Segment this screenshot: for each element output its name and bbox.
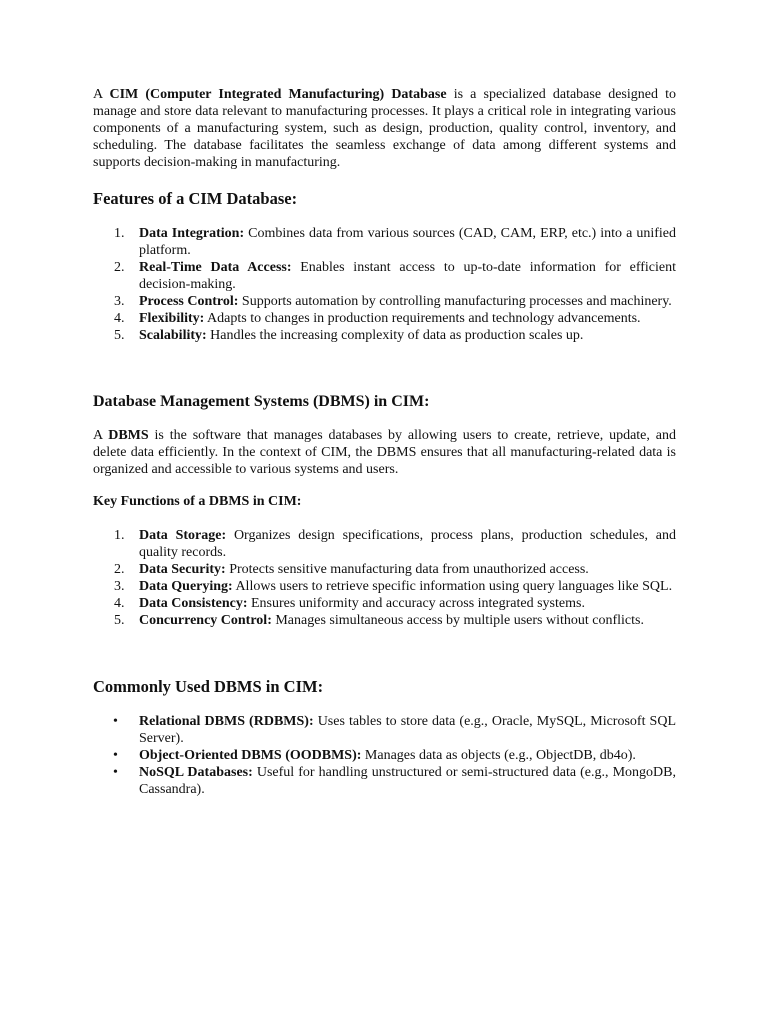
item-label: Scalability:	[139, 328, 207, 343]
intro-term: CIM (Computer Integrated Manufacturing) Database	[109, 87, 447, 102]
item-text: Manages simultaneous access by multiple users without conflicts.	[271, 613, 644, 628]
bullet-icon: •	[113, 765, 118, 780]
item-text: Organizes design specifications, process plans, production schedules, and quality records.	[139, 528, 676, 560]
list-item	[93, 293, 676, 310]
item-label: Data Querying:	[139, 579, 233, 594]
common-heading: Commonly Used DBMS in CIM:	[93, 677, 324, 696]
item-label: Process Control:	[139, 294, 239, 309]
item-label: Data Consistency:	[139, 596, 248, 611]
list-item	[93, 713, 676, 747]
item-text: Handles the increasing complexity of data as production scales up.	[206, 328, 584, 343]
item-label: Real-Time Data Access:	[139, 260, 292, 275]
item-label: Concurrency Control:	[139, 613, 272, 628]
features-heading: Features of a CIM Database:	[93, 189, 298, 208]
item-text: Manages data as objects (e.g., ObjectDB, db4o).	[361, 748, 636, 763]
list-number: 5.	[114, 613, 125, 628]
dbms-paragraph	[93, 427, 676, 478]
item-label: Data Storage:	[139, 528, 227, 543]
list-item	[93, 747, 676, 764]
dbms-term: DBMS	[108, 428, 149, 443]
list-number: 2.	[114, 562, 125, 577]
item-text: Adapts to changes in production requirements and technology advancements.	[204, 311, 641, 326]
dbms-text: is the software that manages databases by allowing users to create, retrieve, update, and delete data efficiently. In the context of CIM, the DBMS ensures that all manufacturing-related data is organized and accessible to various systems and users.	[93, 428, 676, 477]
item-label: Data Security:	[139, 562, 226, 577]
intro-paragraph	[93, 86, 676, 171]
list-item	[93, 561, 676, 578]
item-label: Flexibility:	[139, 311, 205, 326]
list-item	[93, 764, 676, 798]
list-item	[93, 612, 676, 629]
item-label: NoSQL Databases:	[139, 765, 253, 780]
item-text: Supports automation by controlling manufacturing processes and machinery.	[238, 294, 672, 309]
dbms-heading: Database Management Systems (DBMS) in CIM:	[93, 393, 430, 410]
list-item	[93, 327, 676, 344]
item-text: Protects sensitive manufacturing data from unauthorized access.	[225, 562, 589, 577]
item-text: Useful for handling unstructured or semi-structured data (e.g., MongoDB, Cassandra).	[139, 765, 676, 797]
list-number: 2.	[114, 260, 125, 275]
list-number: 4.	[114, 596, 125, 611]
common-list	[93, 713, 676, 798]
item-label: Object-Oriented DBMS (OODBMS):	[139, 748, 362, 763]
list-item	[93, 578, 676, 595]
functions-list	[93, 527, 676, 629]
list-number: 4.	[114, 311, 125, 326]
dbms-lead: A	[93, 428, 109, 443]
list-item	[93, 595, 676, 612]
document-body	[93, 86, 676, 798]
list-number: 1.	[114, 226, 125, 241]
list-number: 1.	[114, 528, 125, 543]
list-item	[93, 259, 676, 293]
list-number: 3.	[114, 579, 125, 594]
list-item	[93, 310, 676, 327]
intro-lead: A	[93, 87, 110, 102]
item-text: Allows users to retrieve specific information using query languages like SQL.	[232, 579, 673, 594]
intro-text: is a specialized database designed to manage and store data relevant to manufacturing processes. It plays a critical role in integrating various components of a manufacturing system, such as design, production, quality control, inventory, and scheduling. The database facilitates the seamless exchange of data among different systems and supports decision-making in manufacturing.	[93, 87, 676, 170]
list-item	[93, 527, 676, 561]
list-number: 5.	[114, 328, 125, 343]
list-item	[93, 225, 676, 259]
features-list	[93, 225, 676, 344]
item-label: Relational DBMS (RDBMS):	[139, 714, 314, 729]
functions-heading: Key Functions of a DBMS in CIM:	[93, 494, 302, 509]
list-number: 3.	[114, 294, 125, 309]
item-text: Combines data from various sources (CAD, CAM, ERP, etc.) into a unified platform.	[139, 226, 676, 258]
bullet-icon: •	[113, 748, 118, 763]
item-text: Uses tables to store data (e.g., Oracle, MySQL, Microsoft SQL Server).	[139, 714, 676, 746]
item-text: Enables instant access to up-to-date information for efficient decision-making.	[139, 260, 677, 292]
item-text: Ensures uniformity and accuracy across integrated systems.	[247, 596, 585, 611]
bullet-icon: •	[113, 714, 118, 729]
item-label: Data Integration:	[139, 226, 245, 241]
